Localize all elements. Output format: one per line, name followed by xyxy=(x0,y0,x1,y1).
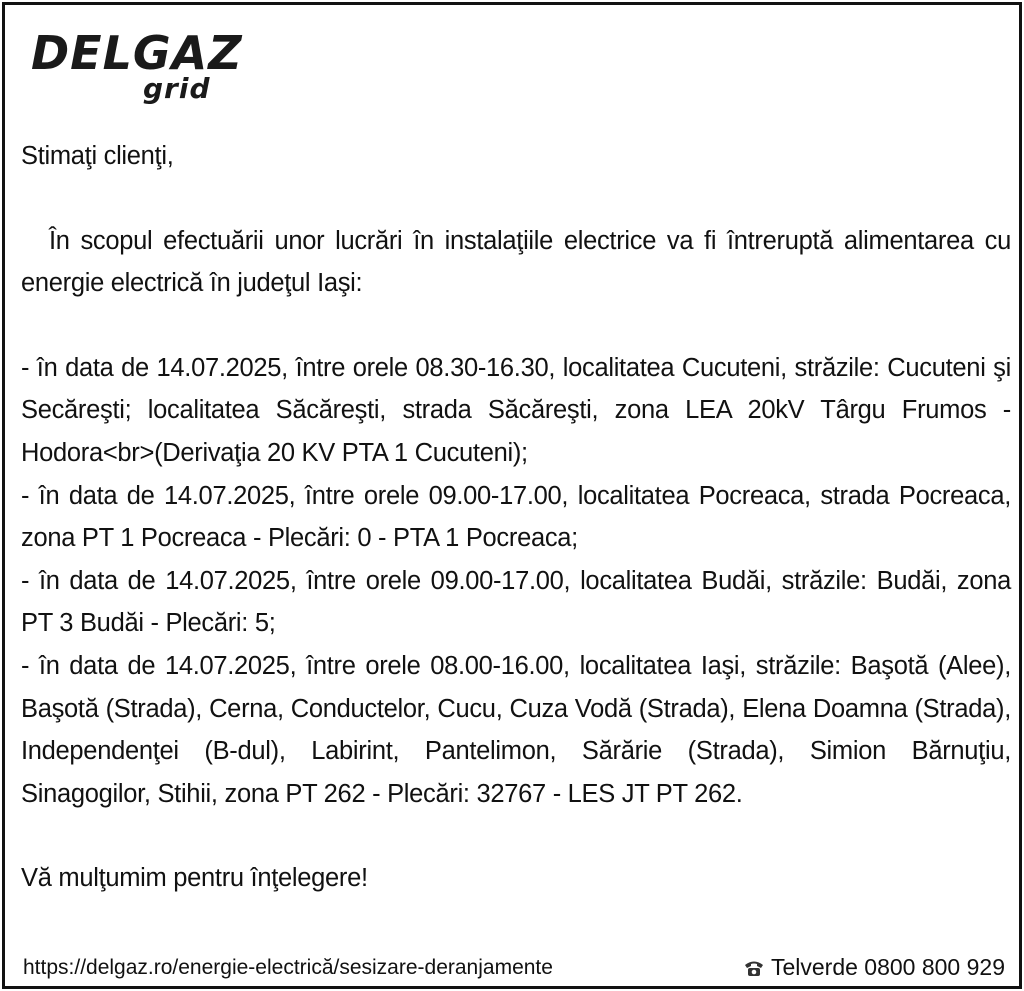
notice-frame xyxy=(2,2,1022,989)
outage-item-4: - în data de 14.07.2025, între orele 08.00-16.00, localitatea Iaşi, străzile: Başotă (Alee), Başotă (Strada), Cerna, Conductelor, Cucu, Cuza Vodă (Strada), Elena Doamna (Strada), Independenţei (B-dul), Labirint, Pantelimon, Sărărie (Strada), Simion Bărnuţiu, Sinagogilor, Stihii, zona PT 262 - Plecări: 32767 - LES JT PT 262. xyxy=(21,651,1011,808)
footer-phone xyxy=(743,954,1005,981)
outage-item-3: - în data de 14.07.2025, între orele 09.00-17.00, localitatea Budăi, străzile: Budăi, zona PT 3 Budăi - Plecări: 5; xyxy=(21,566,1011,638)
closing-text: Vă mulţumim pentru înţelegere! xyxy=(21,864,368,893)
intro-paragraph: În scopul efectuării unor lucrări în instalaţiile electrice va fi întreruptă alimentarea cu energie electrică în judeţul Iaşi: xyxy=(21,226,1011,298)
outage-item-1: - în data de 14.07.2025, între orele 08.30-16.30, localitatea Cucuteni, străzile: Cucuteni şi Secăreşti; localitatea Săcăreşti, strada Săcăreşti, zona LEA 20kV Târgu Frumos - Hodora<br>(Derivaţia 20 KV PTA 1 Cucuteni); xyxy=(21,353,1011,467)
logo-sub-text: grid xyxy=(143,72,211,105)
notice-body xyxy=(21,135,1011,900)
logo-main-text: DELGAZ xyxy=(31,26,243,80)
delgaz-grid-logo xyxy=(31,26,243,107)
greeting: Stimaţi clienţi, xyxy=(21,142,174,170)
phone-icon xyxy=(743,959,765,977)
outage-item-2: - în data de 14.07.2025, între orele 09.00-17.00, localitatea Pocreaca, strada Pocreaca, zona PT 1 Pocreaca - Plecări: 0 - PTA 1 Pocreaca; xyxy=(21,481,1011,553)
footer-url[interactable]: https://delgaz.ro/energie-electrică/sesizare-deranjamente xyxy=(23,956,553,979)
phone-number: Telverde 0800 800 929 xyxy=(770,954,1005,980)
